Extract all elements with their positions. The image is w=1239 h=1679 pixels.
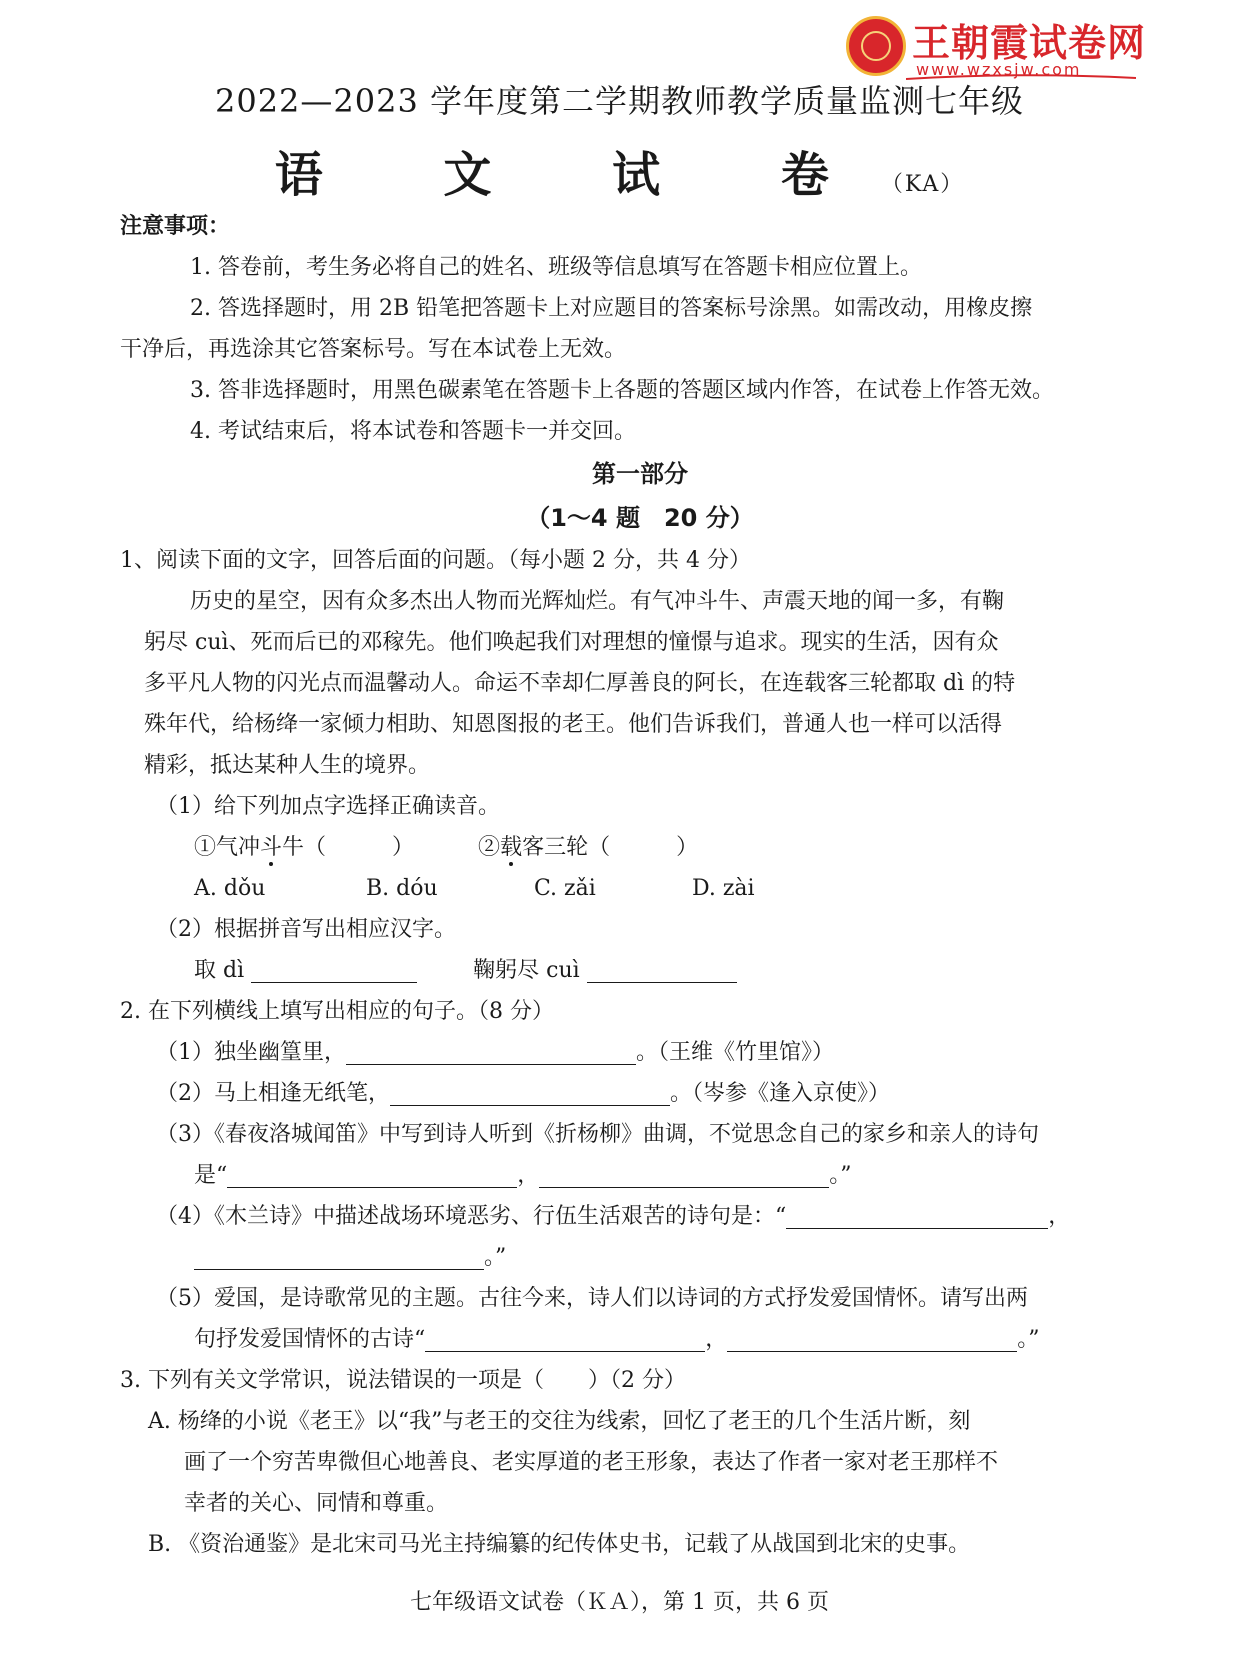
passage-line: 历史的星空，因有众多杰出人物而光辉灿烂。有气冲斗牛、声震天地的闻一多，有鞠	[190, 589, 1005, 614]
answer-blank	[587, 956, 737, 983]
subject-name: 语 文 试 卷	[274, 147, 881, 203]
notice-item: 干净后，再选涂其它答案标号。写在本试卷上无效。	[120, 337, 627, 362]
option-a-line: 画了一个穷苦卑微但心地善良、老实厚道的老王形象，表达了作者一家对老王那样不	[184, 1450, 999, 1475]
dotted-char: 载	[500, 835, 523, 860]
answer-blank	[251, 956, 417, 983]
reading-items	[120, 827, 1160, 868]
part-title: 第一部分	[592, 460, 688, 488]
option-a-line: A. 杨绛的小说《老王》以“我”与老王的交往为线索，回忆了老王的几个生活片断，刻	[148, 1409, 971, 1434]
logo-name: 王朝霞试卷网	[912, 21, 1147, 65]
answer-blank	[539, 1161, 829, 1188]
question-1-stem: 1、阅读下面的文字，回答后面的问题。（每小题 2 分，共 4 分）	[120, 548, 751, 573]
option-c: C. zǎi	[534, 876, 596, 901]
answer-blank	[346, 1038, 636, 1065]
question-2-item-1: （1）独坐幽篁里， 。（王维《竹里馆》）	[156, 1040, 835, 1065]
notice-item: 3. 答非选择题时，用黑色碳素笔在答题卡上各题的答题区域内作答，在试卷上作答无效。	[190, 378, 1054, 403]
answer-blank	[786, 1202, 1048, 1229]
passage-line: 多平凡人物的闪光点而温馨动人。命运不幸却仁厚善良的阿长，在连载客三轮都取 dì 的特	[144, 671, 1016, 696]
notice-item: 4. 考试结束后，将本试卷和答题卡一并交回。	[190, 419, 636, 444]
answer-blank	[390, 1079, 670, 1106]
passage-line: 精彩，抵达某种人生的境界。	[144, 753, 431, 778]
option-b-line: B. 《资治通鉴》是北宋司马光主持编纂的纪传体史书，记载了从战国到北宋的史事。	[148, 1532, 971, 1557]
question-2-item-2: （2）马上相逢无纸笔， 。（岑参《逢入京使》）	[156, 1081, 891, 1106]
option-b: B. dóu	[366, 876, 438, 901]
question-2-stem: 2. 在下列横线上填写出相应的句子。（8 分）	[120, 999, 554, 1024]
exam-version: （KA）	[880, 172, 965, 197]
logo-url: www.wzxsjw.com	[916, 60, 1082, 79]
answer-blank	[194, 1243, 484, 1270]
exam-content	[120, 206, 1160, 1565]
exam-title: 2022—2023 学年度第二学期教师教学质量监测七年级	[214, 82, 1025, 120]
question-2-item-3-blanks: 是“ ， 。”	[194, 1163, 852, 1188]
option-a-line: 幸者的关心、同情和尊重。	[184, 1491, 449, 1516]
page-footer: 七年级语文试卷（ＫＡ），第 1 页，共 6 页	[410, 1590, 829, 1615]
item-2: ②载客三轮（ ）	[478, 835, 699, 860]
pinyin-fill: 取 dì 鞠躬尽 cuì	[120, 950, 1160, 991]
option-a: A. dǒu	[194, 876, 266, 901]
question-2-item-5: （5）爱国，是诗歌常见的主题。古往今来，诗人们以诗词的方式抒发爱国情怀。请写出两	[156, 1286, 1029, 1311]
dotted-char: 斗	[260, 835, 283, 860]
answer-options	[120, 868, 1160, 909]
question-2-item-4-cont: 。”	[120, 1237, 1160, 1278]
exam-subject	[0, 136, 1239, 205]
question-2-item-3: （3）《春夜洛城闻笛》中写到诗人听到《折杨柳》曲调，不觉思念自己的家乡和亲人的诗句	[156, 1122, 1040, 1147]
question-1-sub-2: （2）根据拼音写出相应汉字。	[156, 917, 456, 942]
item-1: ①气冲斗牛（ ）	[194, 835, 415, 860]
answer-blank	[227, 1161, 517, 1188]
answer-blank	[727, 1325, 1017, 1352]
passage-line: 殊年代，给杨绛一家倾力相助、知恩图报的老王。他们告诉我们，普通人也一样可以活得	[144, 712, 1003, 737]
notice-heading: 注意事项：	[120, 213, 231, 239]
question-2-item-4: （4）《木兰诗》中描述战场环境恶劣、行伍生活艰苦的诗句是：“ ，	[156, 1204, 1071, 1229]
site-logo	[846, 12, 1146, 78]
notice-item: 2. 答选择题时，用 2B 铅笔把答题卡上对应题目的答案标号涂黑。如需改动，用橡皮擦	[190, 296, 1033, 321]
notice-item: 1. 答卷前，考生务必将自己的姓名、班级等信息填写在答题卡相应位置上。	[190, 255, 922, 280]
question-1-sub-1: （1）给下列加点字选择正确读音。	[156, 794, 500, 819]
part-range: （1～4 题 20 分）	[526, 504, 754, 532]
answer-blank	[425, 1325, 705, 1352]
passage-line: 躬尽 cuì、死而后已的邓稼先。他们唤起我们对理想的憧憬与追求。现实的生活，因有众	[144, 630, 999, 655]
question-2-item-5-blanks: 句抒发爱国情怀的古诗“ ， 。”	[194, 1327, 1040, 1352]
logo-badge-icon	[846, 16, 906, 76]
question-3-stem: 3. 下列有关文学常识，说法错误的一项是（ ）（2 分）	[120, 1368, 686, 1393]
option-d: D. zài	[692, 876, 755, 901]
